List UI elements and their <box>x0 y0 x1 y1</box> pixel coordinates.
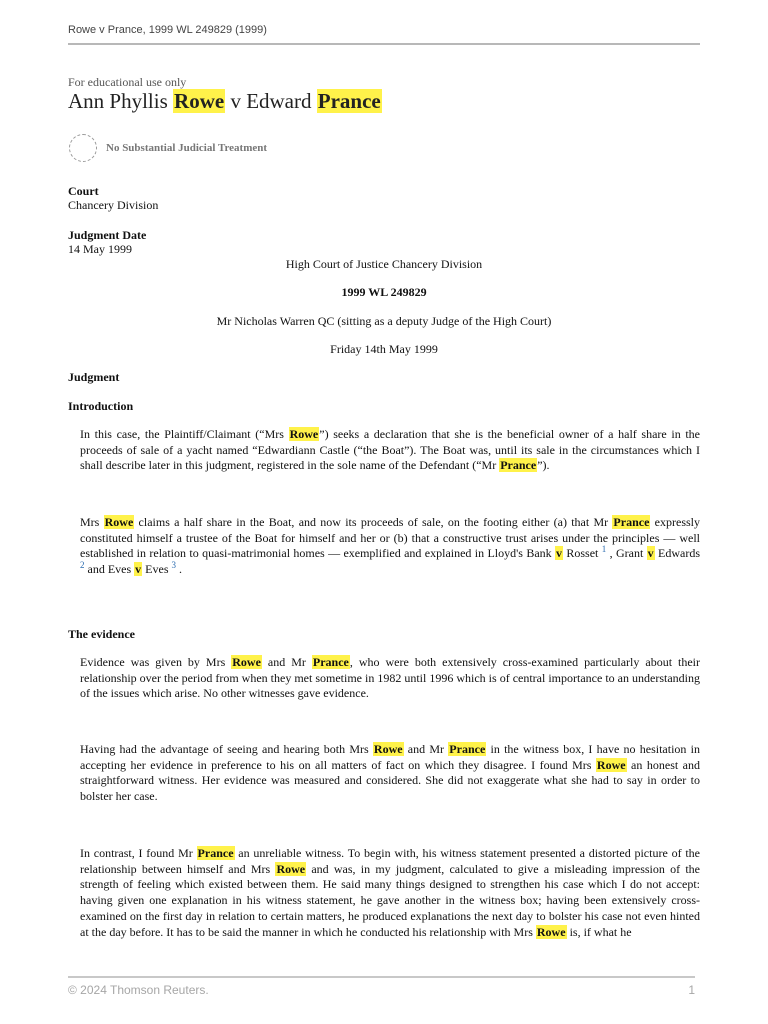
highlight-prance: Prance <box>500 458 537 473</box>
title-highlight-rowe: Rowe <box>174 89 225 113</box>
paragraph-2: Mrs Rowe claims a half share in the Boat, and now its proceeds of sale, on the footing either (a) that Mr Prance expressly constituted himself a trustee of the Boat for himself and her or (b) that a constructive trust arises under the principles — well established in relation to quasi-matrimonial homes — exemplified and explained in Lloyd's Bank v Rosset $^1$ , Grant v Edwards $^2$ and Eves v Eves $^3$ . <box>80 515 700 577</box>
court-line: High Court of Justice Chancery Division <box>285 257 483 271</box>
highlight-v: v <box>556 546 563 561</box>
educational-use-note: For educational use only <box>68 75 187 89</box>
highlight-rowe: Rowe <box>276 861 306 876</box>
highlight-rowe: Rowe <box>373 742 403 756</box>
copyright-text: © 2024 Thomson Reuters. <box>68 983 209 997</box>
highlight-rowe: Rowe <box>596 757 626 772</box>
highlight-prance: Prance <box>449 742 486 756</box>
paragraph-1: In this case, the Plaintiff/Claimant (“Mrs Rowe”) seeks a declaration that she is the beneficial owner of a half share in the proceeds of sale of a yacht named “Edwardiann Castle (“the Boat”). The Boat was, until its sale in the circumstances which I shall describe later in this judgment, registered in the sole name of the Defendant (“Mr Prance”). <box>80 427 700 473</box>
page-footer <box>68 976 695 997</box>
highlight-prance: Prance <box>312 655 349 669</box>
heading-judgment: Judgment <box>68 370 120 384</box>
footnote-link-2[interactable]: 2 <box>80 560 85 571</box>
citation: 1999 WL 249829 <box>341 285 427 299</box>
highlight-rowe: Rowe <box>232 655 261 669</box>
highlight-rowe: Rowe <box>536 924 566 939</box>
running-header: Rowe v Prance, 1999 WL 249829 (1999) <box>68 24 700 45</box>
heading-evidence: The evidence <box>68 627 135 641</box>
paragraph-5: In contrast, I found Mr Prance an unreliable witness. To begin with, his witness statement presented a distorted picture of the relationship between himself and Mrs Rowe and was, in my judgment, calculated to give a misleading impression of the strength of feeling which existed between them. He said many things designed to strengthen his case which I do not accept: having given one explanation in his witness statement, he gave another in the witness box; having been extensively cross-examined on the first day in relation to certain matters, he produced explanations the next day to bolster his case not even hinted at the day before. It has to be said the manner in which he conducted his relationship with Mrs Rowe is, if what he <box>80 846 700 939</box>
court-value: Chancery Division <box>68 198 159 212</box>
judgment-date-value: 14 May 1999 <box>68 242 132 256</box>
court-label: Court <box>68 184 99 198</box>
highlight-prance: Prance <box>613 515 650 529</box>
page-number: 1 <box>688 983 695 997</box>
highlight-prance: Prance <box>197 846 234 860</box>
paragraph-4: Having had the advantage of seeing and hearing both Mrs Rowe and Mr Prance in the witness box, I have no hesitation in accepting her evidence in preference to his on all matters of fact on which they disagree. I found Mrs Rowe an honest and straightforward witness. Her evidence was measured and considered. She did not exaggerate what she had to say in order to bolster her case. <box>80 742 700 804</box>
paragraph-3: Evidence was given by Mrs Rowe and Mr Prance, who were both extensively cross-examined particularly about their relationship over the period from when they met sometime in 1982 until 1996 which is of central importance to an understanding of the issues which arise. No other witnesses gave evidence. <box>80 655 700 701</box>
footnote-link-3[interactable]: 3 <box>171 560 176 571</box>
title-part2: v Edward <box>225 89 317 113</box>
highlight-v: v <box>647 546 654 561</box>
highlight-rowe: Rowe <box>289 427 319 441</box>
title-part1: Ann Phyllis <box>68 89 174 113</box>
judgment-date-label: Judgment Date <box>68 228 147 242</box>
judge-line: Mr Nicholas Warren QC (sitting as a deputy Judge of the High Court) <box>216 314 552 328</box>
footnote-link-1[interactable]: 1 <box>601 544 607 555</box>
court-block <box>68 184 158 212</box>
highlight-v: v <box>135 562 142 577</box>
treatment-status[interactable] <box>69 134 267 162</box>
dashed-circle-icon <box>69 134 97 162</box>
highlight-rowe: Rowe <box>104 515 134 529</box>
judgment-date-block <box>68 228 146 256</box>
treatment-label: No Substantial Judicial Treatment <box>106 142 268 154</box>
title-highlight-prance: Prance <box>317 89 381 113</box>
heading-introduction: Introduction <box>68 399 134 413</box>
date-line: Friday 14th May 1999 <box>330 342 438 356</box>
case-title <box>68 89 382 114</box>
